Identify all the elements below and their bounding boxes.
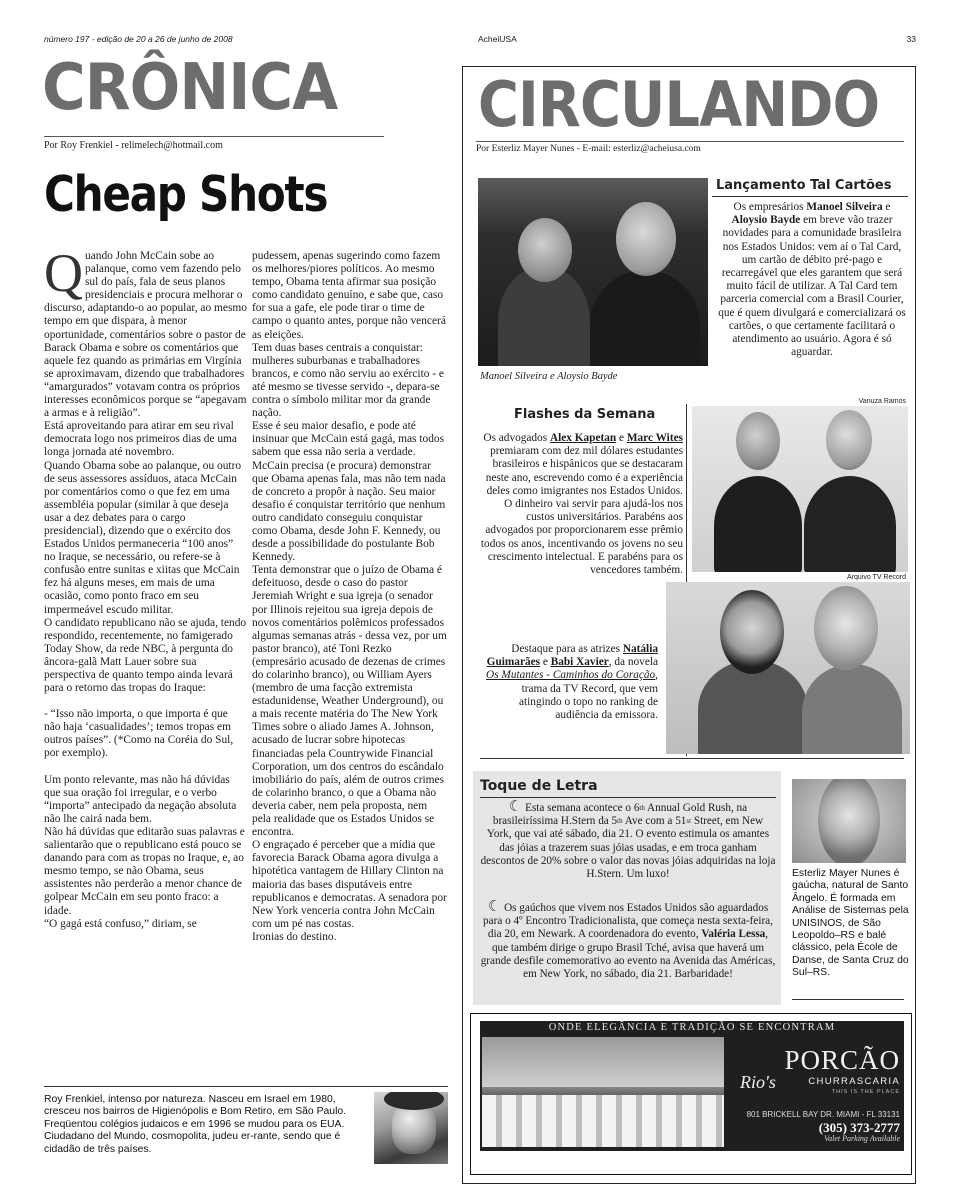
head-right bbox=[616, 202, 676, 276]
flashes-title: Flashes da Semana bbox=[514, 407, 656, 422]
divider bbox=[44, 1086, 448, 1087]
ad-brand: PORCÃO bbox=[784, 1045, 900, 1075]
publication-name: AcheiUSA bbox=[478, 34, 517, 44]
author-bio: Roy Frenkiel, intenso por natureza. Nasceu em Israel em 1980, cresceu nos bairros de Higienópolis e Bom Retiro, em São Paulo. Freqüentou colégios judaicos e em 1996 se mudou para os EUA. Ciudadano del Mundo, cosmopolita, judeu er-rante, sendo que é cidadão de três países. bbox=[44, 1094, 347, 1155]
moon-icon: ☾ bbox=[487, 899, 502, 915]
divider bbox=[480, 797, 776, 798]
photo-credit: Arquivo TV Record bbox=[846, 574, 906, 581]
article-paragraph: Ironias do destino. bbox=[252, 930, 337, 943]
ad-category: CHURRASCARIA bbox=[808, 1076, 900, 1087]
person-left bbox=[698, 660, 808, 754]
photo-manoel-aloysio bbox=[478, 178, 708, 366]
drop-cap: Q bbox=[44, 243, 83, 303]
photo-caption: Manoel Silveira e Aloysio Bayde bbox=[480, 371, 618, 382]
page-number: 33 bbox=[906, 34, 916, 44]
article-paragraph: Um ponto relevante, mas não há dúvidas que sua oração foi irregular, e o verbo “importa” antecipado da negação absoluta não lhe cairá nada bem. bbox=[44, 773, 237, 825]
article-paragraph: “O gagá está confuso,” diriam, se bbox=[44, 917, 197, 930]
flashes-paragraph: Os advogados Alex Kapetan e Marc Wites premiaram com dez mil dólares estudantes brasileiros e hispânicos que se destacaram neste ano, escrevendo como é a experiência deles como imigrantes nos Estados Unidos. O dinheiro vai servir para ajudá-los nos custos universitários. Parabéns aos advogados por proporcionarem esse prêmio todos os anos, incentivando os jovens no seu crescimento intelectual. E parabéns para os vencedores também. bbox=[480, 432, 683, 577]
ad-address: 801 BRICKELL BAY DR. MIAMI - FL 33131 bbox=[746, 1110, 900, 1119]
ad-skyline bbox=[482, 1037, 724, 1087]
person-right bbox=[802, 664, 902, 754]
divider bbox=[44, 136, 384, 137]
toque-title: Toque de Letra bbox=[480, 778, 598, 794]
article-paragraph: Tem duas bases centrais a conquistar: mulheres suburbanas e trabalhadores brancos, e como não serviu ao exército - e até mesmo se tivesse servido -, depara-se contra o símbolo militar mor da grande nação. bbox=[252, 341, 444, 420]
columnist-photo bbox=[792, 779, 906, 863]
person-right bbox=[804, 476, 896, 572]
ad-tagline: THIS IS THE PLACE bbox=[831, 1089, 900, 1095]
lancamento-title: Lançamento Tal Cartões bbox=[716, 178, 892, 193]
toque-paragraph: ☾ Esta semana acontece o 6th Annual Gold Rush, na brasileiríssima H.Stern da 5th Ave com a 51st Street, em New York, que vai até sábado, dia 21. O evento estimula os amantes das jóias a trazerem suas jóias usadas, e em troca ganham descontos de 20% sobre o valor das novas jóias adquiridas na loja H.Stern. Um luxo! bbox=[480, 799, 776, 881]
ad-headline: ONDE ELEGÂNCIA E TRADIÇÃO SE ENCONTRAM bbox=[548, 1022, 836, 1033]
article-paragraph: McCain precisa (e procura) demonstrar que Obama apenas fala, mas não tem nada de concreto a propôr à nação. Seu maior desafio é conquistar território que nenhum outro candidato conseguiu conquistar como Obama, desde John F. Kennedy, ou desde a possibilidade do postulante Bob Kennedy. bbox=[252, 459, 446, 564]
columnist-bio: Esterliz Mayer Nunes é gaúcha, natural de Santo Ângelo. É formada em Análise de Sistemas pela UNISINOS, de São Leopoldo–RS e balé clássico, pela École de Danse, de Santa Cruz do Sul–RS. bbox=[792, 868, 909, 979]
head-left bbox=[518, 218, 572, 282]
ad-restaurant-photo bbox=[482, 1037, 724, 1147]
photo-advogados bbox=[692, 406, 908, 572]
article-quote: - “Isso não importa, o que importa é que não haja ‘casualidades’; temos tropas em outros países”. (*Como na Coréia do Sul, por exemplo). bbox=[44, 708, 234, 760]
article-paragraph: Está aproveitando para atirar em seu rival democrata logo nos primeiros dias de uma longa jornada até novembro. bbox=[44, 420, 237, 459]
ad-valet: Valet Parking Available bbox=[824, 1134, 900, 1143]
issue-info: número 197 - edição de 20 a 26 de junho de 2008 bbox=[44, 34, 233, 44]
person-left bbox=[714, 476, 802, 572]
author-photo bbox=[374, 1092, 448, 1164]
divider bbox=[792, 999, 904, 1000]
photo-credit: Vanuza Ramos bbox=[858, 398, 906, 405]
moon-icon: ☾ bbox=[508, 799, 523, 815]
article-paragraph: O candidato republicano não se ajuda, tendo respondido, recentemente, no famigerado Today Show, da rede NBC, à pergunta do âncora-galã Matt Lauer sobre sua perspectiva de quanto tempo ainda levará para o retorno das tropas do Iraque: bbox=[44, 616, 247, 695]
article-paragraph: Não há dúvidas que editarão suas palavras e salientarão que o republicano está pouco se danando para com as tropas no Iraque, e, ao mesmo tempo, se não Obama, seus assistentes não perderão a menor chance de golpear McCain em seu ponto fraco: a idade. bbox=[44, 825, 245, 917]
article-paragraph: O engraçado é perceber que a mídia que favorecia Barack Obama agora divulga a hipotética vantagem de Hillary Clinton na maioria das bases disputáveis entre republicanos e democratas. A senadora por New York venceria contra John McCain com um pé nas costas. bbox=[252, 839, 447, 930]
ad-tables bbox=[482, 1095, 724, 1147]
article-column-1 bbox=[44, 243, 247, 931]
circulando-byline: Por Esterliz Mayer Nunes - E-mail: esterliz@acheiusa.com bbox=[476, 144, 701, 154]
article-paragraph: pudessem, apenas sugerindo como fazem os melhores/piores políticos. Ao mesmo tempo, Obama tenta afirmar sua posição como candidato genuíno, e sabe que, caso for sua a gafe, ele pode tirar o time de campo o quanto antes, porque não vencerá as eleições. bbox=[252, 250, 446, 341]
head-left bbox=[736, 412, 780, 470]
person-right bbox=[590, 270, 700, 366]
article-paragraph: Tenta demonstrar que o juízo de Obama é defeituoso, desde o caso do pastor Jeremiah Wright e sua igreja (o senador por Illinois rejeitou sua igreja depois de novos comentários polêmicos professados algumas semanas atrás - dessa vez, por um pastor branco), até Toni Rezko (empresário acusado de dezenas de crimes do colarinho branco), ou William Ayers (membro de uma facção extremista estadunidense, Weather Underground), ou a mais recente matéria do The New York Times sobre o aliado James A. Johnson, acusado de lucrar sobre hipotecas financiadas pela Countrywide Financial Corporation, um dos centros do escândalo imobiliário do país, além de outros crimes de colarinho branco, o que a Obama não deveria caber, nem pela proposta, nem pela realidade que os Estados Unidos se encontra. bbox=[252, 564, 447, 839]
divider bbox=[476, 141, 904, 142]
cronica-byline: Por Roy Frenkiel - relimelech@hotmail.com bbox=[44, 140, 223, 151]
article-headline: Cheap Shots bbox=[44, 166, 328, 223]
photo-atrizes bbox=[666, 582, 910, 754]
divider bbox=[480, 758, 904, 759]
article-paragraph: Esse é seu maior desafio, e pode até insinuar que McCain está gagá, mas todos sabem que essa não seria a verdade. bbox=[252, 420, 445, 459]
columnist-face bbox=[818, 779, 880, 863]
cronica-section-title: CRÔNICA bbox=[42, 51, 338, 125]
ad-phone: (305) 373-2777 bbox=[818, 1120, 900, 1135]
article-paragraph: Quando Obama sobe ao palanque, ou outro de seus assessores assíduos, ataca McCain por comentários como o que fez em uma assembléia popular (similar à que deseja usar a dez debates para o cargo presidencial), dizendo que o exército dos Estados Unidos permaneceria “100 anos” no Iraque, se necessário, ou refere-se à confusão entre sunitas e xiitas que McCain fez há alguns meses, em mais de uma ocasião, como ponto fraco em seu impermeável escudo militar. bbox=[44, 459, 242, 616]
flashes-paragraph: Destaque para as atrizes Natália Guimarães e Babi Xavier, da novela Os Mutantes - Caminhos do Coração, trama da TV Record, que vem atingindo o topo no ranking de audiência da emissora. bbox=[486, 643, 658, 722]
head-right bbox=[826, 410, 872, 470]
ad-brand-sub: Rio's bbox=[740, 1072, 776, 1092]
article-column-2 bbox=[252, 250, 448, 944]
lancamento-text: Os empresários Manoel Silveira e Aloysio Bayde em breve vão trazer novidades para a comunidade brasileira nos Estados Unidos: vem aí o Tal Card, um cartão de débito pré-pago e recarregável que eles garantem que será muito fácil de utilizar. A Tal Card tem parceria comercial com a Brasil Courier, que é quem divulgará e comercializará os cartões, o que certamente facilitará o atendimento ao usuário. Agora é só aguardar. bbox=[718, 201, 906, 359]
toque-paragraph: ☾ Os gaúchos que vivem nos Estados Unidos são aguardados para o 4º Encontro Tradicionalista, que começa nesta sexta-feira, dia 20, em Newark. A coordenadora do evento, Valéria Lessa, que também dirige o grupo Brasil Tché, avisa que haverá um grande desfile comemorativo ao evento na Avenida das Américas, em New York, no sábado, dia 21. Barbaridade! bbox=[480, 899, 776, 981]
article-paragraph: Quando John McCain sobe ao palanque, como vem fazendo pelo sul do país, fala de seus planos presidenciais e procura melhorar o discurso, adaptando-o ao popular, ao mesmo tempo em que dispara, à menor oportunidade, comentários sobre o pastor de Barack Obama e sobre os comentários que aquele fez quando as primárias em Virgínia se aproximavam, dizendo que trabalhadores “amargurados” votavam contra os próprios interesses econômicos porque se “apegavam a armas e à religião”. bbox=[44, 243, 247, 420]
divider bbox=[712, 196, 908, 197]
circulando-section-title: CIRCULANDO bbox=[478, 68, 880, 141]
head-right bbox=[814, 586, 878, 670]
head-left bbox=[720, 590, 784, 674]
author-hair bbox=[384, 1092, 444, 1110]
